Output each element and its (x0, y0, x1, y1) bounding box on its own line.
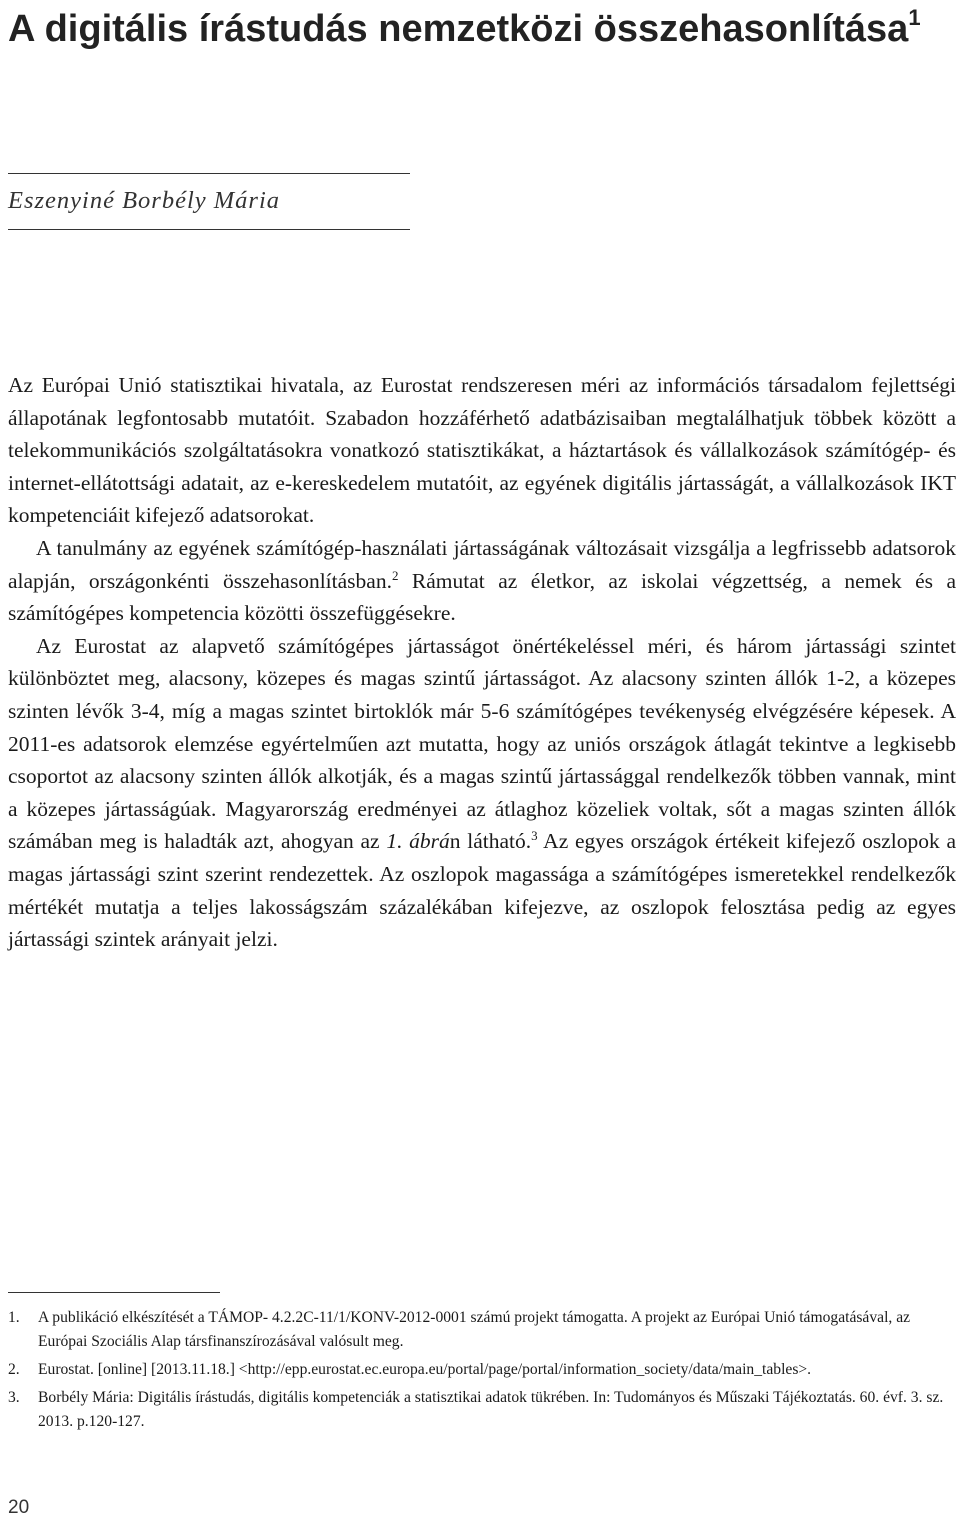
figure-reference: 1. ábrá (386, 829, 450, 854)
paragraph-3-text-a: Az Eurostat az alapvető számítógépes jártasságot önértékeléssel méri, és három jártassági szintet különböztet meg, alacsony, közepes és magas szintű jártasságot. Az alacsony szinten állók 1-2, a közepes szinten lévők 3-4, míg a magas szintet birtoklók már 5-6 számítógépes tevékenység elvégzésére képesek. A 2011-es adatsorok elemzése egyértelműen azt mutatta, hogy az uniós országok átlagát tekintve a legkisebb csoportot az alacsony szinten állók alkotják, és a magas szintű jártassággal rendelkezők többen vannak, mint a közepes jártasságúak. Magyarország eredményei az átlaghoz közeliek voltak, sőt a magas szinten állók számában meg is haladták azt, ahogyan az (8, 633, 956, 854)
author-rule-top (8, 173, 410, 174)
footnote-1 (8, 1306, 958, 1354)
footnote-list (8, 1306, 958, 1438)
paragraph-1-text: Az Európai Unió statisztikai hivatala, az Eurostat rendszeresen méri az információs társadalom fejlettségi állapotának legfontosabb mutatóit. Szabadon hozzáférhető adatbázisaiban megtalálhatjuk többek között a telekommunikációs szolgáltatásokra vonatkozó statisztikákat, a háztartások és vállalkozások számítógép- és internet-ellátottsági adatait, az e-kereskedelem mutatóit, az egyének digitális jártasságát, a vállalkozások IKT kompetenciáit kifejező adatsorokat. (8, 373, 956, 528)
footnote-separator (8, 1292, 220, 1293)
footnote-text: Borbély Mária: Digitális írástudás, digitális kompetenciák a statisztikai adatok tükrében. In: Tudományos és Műszaki Tájékoztatás. 60. évf. 3. sz. 2013. p.120-127. (38, 1389, 944, 1430)
footnote-text: Eurostat. [online] [2013.11.18.] <http://epp.eurostat.ec.europa.eu/portal/page/portal/information_society/data/main_tables>. (38, 1361, 812, 1378)
paragraph-3 (8, 630, 956, 956)
author-rule-bottom (8, 229, 410, 230)
footnote-ref-3: 3 (531, 828, 538, 844)
footnote-ref-2: 2 (391, 567, 399, 583)
paragraph-2-text-b: Rámutat az életkor, az iskolai végzettség, a nemek és a számítógépes kompetencia közötti összefüggésekre. (8, 568, 957, 626)
paragraph-1 (8, 369, 956, 532)
title-footnote-ref: 1 (908, 5, 921, 31)
article-body (8, 369, 956, 956)
page-number: 20 (8, 1497, 30, 1518)
author-name: Eszenyiné Borbély Mária (8, 187, 281, 214)
footnote-number: 2. (8, 1361, 20, 1378)
paragraph-2 (8, 532, 956, 630)
footnote-2 (8, 1358, 958, 1382)
paragraph-2-text-a: A tanulmány az egyének számítógép-használati jártasságának változásait vizsgálja a legfrissebb adatsorok alapján, országonkénti összehasonlításban. (8, 535, 956, 593)
footnote-3 (8, 1386, 958, 1434)
article-title-text: A digitális írástudás nemzetközi összehasonlítása (8, 8, 909, 50)
footnote-number: 1. (8, 1309, 20, 1326)
footnote-number: 3. (8, 1389, 20, 1406)
paragraph-3-figure-suffix: n látható. (449, 829, 532, 854)
footnote-text: A publikáció elkészítését a TÁMOP- 4.2.2C-11/1/KONV-2012-0001 számú projekt támogatta. A projekt az Európai Unió támogatásával, az Európai Szociális Alap társfinanszírozásával valósult meg. (38, 1309, 911, 1350)
article-title (8, 2, 928, 57)
paragraph-3-text-b: Az egyes országok értékeit kifejező oszlopok a magas jártassági szint szerint rendezettek. Az oszlopok magassága a számítógépes ismeretekkel rendelkezők mértékét mutatja a teljes lakosságszám százalékában kifejezve, az oszlopok felosztása pedig az egyes jártassági szintek arányait jelzi. (8, 829, 956, 952)
